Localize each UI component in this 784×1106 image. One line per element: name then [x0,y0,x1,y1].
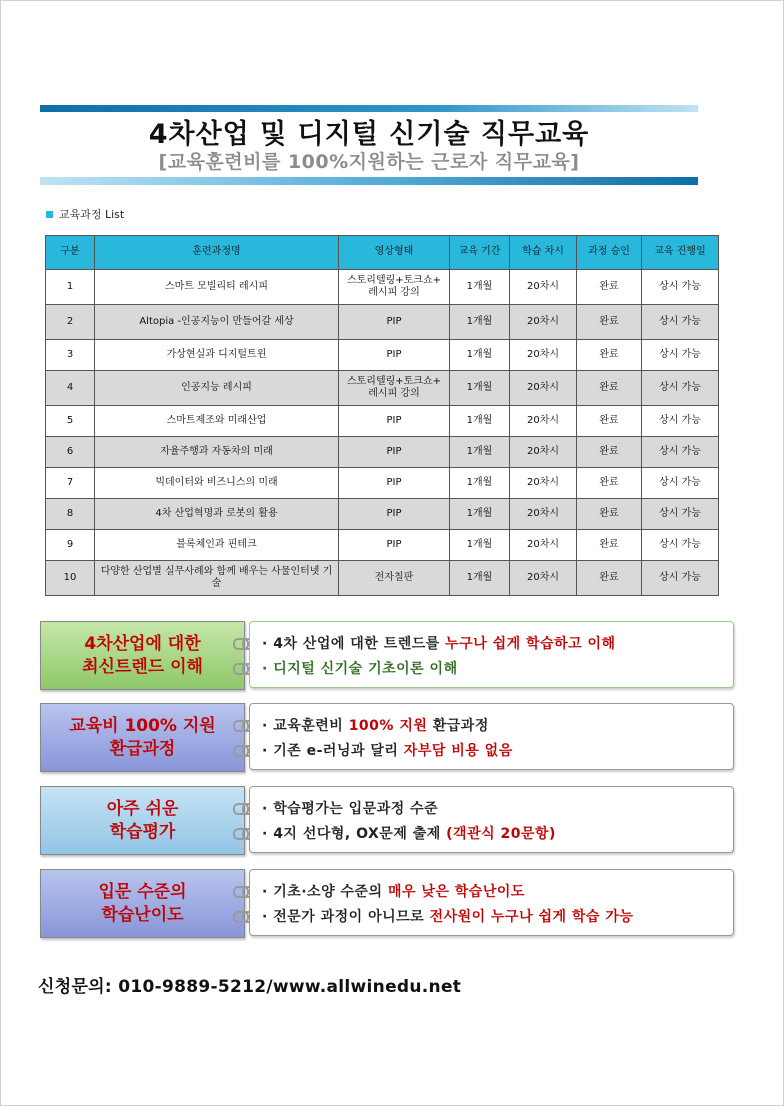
table-cell: 완료 [577,437,642,468]
feature-line: · 4지 선다형, OX문제 출제 (객관식 20문항) [262,826,556,842]
table-cell: 상시 가능 [642,340,719,371]
table-cell: 스마트제조와 미래산업 [95,406,339,437]
header-cell: 영상형태 [339,236,450,270]
table-row [46,530,719,561]
table-row [46,499,719,530]
table-cell: 1 [46,270,95,305]
table-cell: 20차시 [510,371,577,406]
feature-line: · 학습평가는 입문과정 수준 [262,801,439,817]
table-cell: 20차시 [510,468,577,499]
table-row [46,305,719,340]
table-cell: 전자칠판 [339,561,450,596]
table-cell: 상시 가능 [642,406,719,437]
feature-label-line: 학습평가 [109,821,176,842]
header-cell: 학습 차시 [510,236,577,270]
feature-label-line: 4차산업에 대한 [84,634,201,655]
table-cell: 1개월 [450,437,510,468]
feature-label-line: 환급과정 [109,738,176,759]
table-cell: 1개월 [450,371,510,406]
table-cell: 완료 [577,530,642,561]
table-cell: 완료 [577,561,642,596]
page-subtitle: [교육훈련비를 100%지원하는 근로자 직무교육] [158,151,580,173]
table-cell: 3 [46,340,95,371]
header-cell: 훈련과정명 [95,236,339,270]
table-cell: 9 [46,530,95,561]
table-cell: 7 [46,468,95,499]
table-cell: 1개월 [450,499,510,530]
table-cell: 4 [46,371,95,406]
table-row [46,270,719,305]
feature-label [40,621,245,690]
table-cell: 스마트 모빌리티 레시피 [95,270,339,305]
table-cell: 2 [46,305,95,340]
table-cell: 1개월 [450,530,510,561]
table-row [46,371,719,406]
table-cell: 상시 가능 [642,270,719,305]
table-cell: 1개월 [450,561,510,596]
table-row [46,561,719,596]
header-cell: 과정 승인 [577,236,642,270]
table-cell: 20차시 [510,561,577,596]
table-cell: 완료 [577,468,642,499]
table-cell: 6 [46,437,95,468]
table-cell: 20차시 [510,305,577,340]
table-cell: 완료 [577,406,642,437]
table-cell: 8 [46,499,95,530]
table-cell: 다양한 산업별 실무사례와 함께 배우는 사물인터넷 기술 [95,561,339,596]
feature-label-line: 아주 쉬운 [106,799,179,820]
feature-label-line: 최신트렌드 이해 [82,656,203,677]
table-cell: 4차 산업혁명과 로봇의 활용 [95,499,339,530]
table-cell: 완료 [577,305,642,340]
table-cell: 20차시 [510,340,577,371]
table-row [46,468,719,499]
feature-label-line: 교육비 100% 지원 [69,716,216,737]
table-cell: 인공지능 레시피 [95,371,339,406]
feature-line: · 전문가 과정이 아니므로 전사원이 누구나 쉽게 학습 가능 [262,909,634,925]
feature-label-line: 학습난이도 [101,904,184,925]
feature-line: · 기존 e-러닝과 달리 자부담 비용 없음 [262,743,513,759]
table-row [46,406,719,437]
course-table [45,235,719,596]
table-cell: 스토리텔링+토크쇼+ 레시피 강의 [339,270,450,305]
feature-label [40,786,245,855]
section-label-text: 교육과정 List [59,208,125,221]
section-label [46,206,124,222]
header-bar-top [40,105,698,112]
table-cell: 완료 [577,270,642,305]
table-cell: 완료 [577,499,642,530]
table-cell: PIP [339,437,450,468]
table-cell: PIP [339,468,450,499]
table-cell: 1개월 [450,406,510,437]
table-cell: 자율주행과 자동차의 미래 [95,437,339,468]
table-row [46,340,719,371]
table-cell: 1개월 [450,305,510,340]
table-cell: PIP [339,305,450,340]
feature-line: · 디지털 신기술 기초이론 이해 [262,661,458,677]
header-cell: 교육 기간 [450,236,510,270]
feature-label-line: 입문 수준의 [98,882,187,903]
table-cell: 10 [46,561,95,596]
table-header-row [46,236,719,270]
table-cell: Altopia -인공지능이 만들어갈 세상 [95,305,339,340]
feature-description [249,786,734,853]
table-cell: 1개월 [450,270,510,305]
header-bar-bottom [40,177,698,185]
feature-label [40,703,245,772]
table-cell: 상시 가능 [642,468,719,499]
feature-line: · 교육훈련비 100% 지원 환급과정 [262,718,489,734]
table-cell: 상시 가능 [642,305,719,340]
feature-description [249,621,734,688]
table-cell: 빅데이터와 비즈니스의 미래 [95,468,339,499]
table-cell: PIP [339,406,450,437]
table-cell: 블록체인과 핀테크 [95,530,339,561]
feature-line: · 기초·소양 수준의 매우 낮은 학습난이도 [262,884,525,900]
table-cell: 상시 가능 [642,371,719,406]
header-cell: 교육 진행일 [642,236,719,270]
table-cell: 상시 가능 [642,437,719,468]
table-cell: 20차시 [510,406,577,437]
table-cell: 20차시 [510,437,577,468]
square-bullet-icon [46,211,53,218]
table-cell: 1개월 [450,468,510,499]
feature-description [249,703,734,770]
table-cell: PIP [339,340,450,371]
contact-info: 신청문의: 010-9889-5212/www.allwinedu.net [38,977,462,997]
table-cell: 상시 가능 [642,530,719,561]
table-cell: 완료 [577,340,642,371]
table-row [46,437,719,468]
table-cell: 20차시 [510,270,577,305]
table-cell: 20차시 [510,499,577,530]
table-cell: 5 [46,406,95,437]
table-cell: 상시 가능 [642,499,719,530]
table-cell: 스토리텔링+토크쇼+ 레시피 강의 [339,371,450,406]
table-cell: 20차시 [510,530,577,561]
table-cell: PIP [339,499,450,530]
table-cell: 상시 가능 [642,561,719,596]
feature-label [40,869,245,938]
table-cell: 가상현실과 디지털트윈 [95,340,339,371]
table-cell: PIP [339,530,450,561]
page-title: 4차산업 및 디지털 신기술 직무교육 [148,119,590,150]
feature-description [249,869,734,936]
header-cell: 구분 [46,236,95,270]
table-cell: 완료 [577,371,642,406]
feature-line: · 4차 산업에 대한 트렌드를 누구나 쉽게 학습하고 이해 [262,636,616,652]
table-cell: 1개월 [450,340,510,371]
